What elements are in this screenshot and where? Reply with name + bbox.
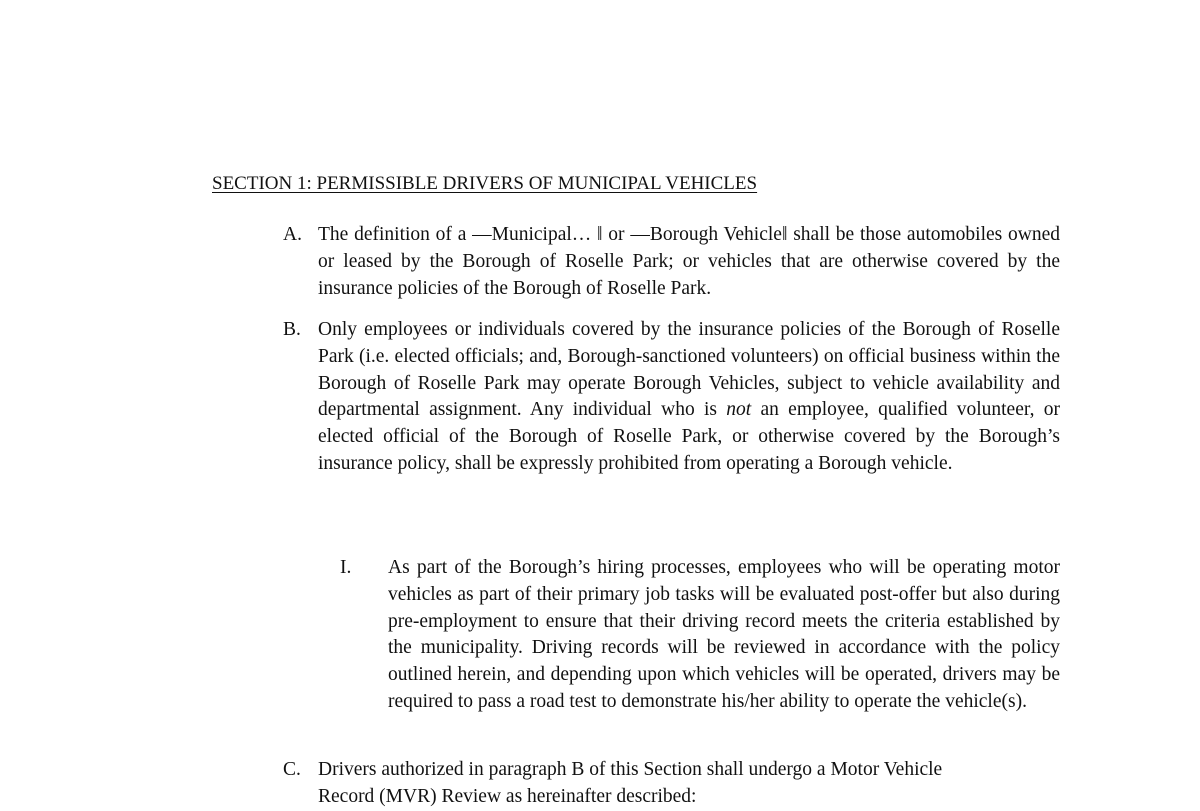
paragraph-c-line-1: Drivers authorized in paragraph B of this Section shall undergo a Motor Vehicle xyxy=(318,759,943,780)
paragraph-a-marker: A. xyxy=(283,224,302,245)
subparagraph-i-marker: I. xyxy=(340,557,352,578)
paragraph-b-marker: B. xyxy=(283,319,301,340)
paragraph-b-emphasis: not xyxy=(726,399,752,421)
paragraph-a xyxy=(283,222,1060,302)
paragraph-c-text xyxy=(318,757,1038,811)
paragraph-c-marker: C. xyxy=(283,759,301,780)
subparagraph-i-text: As part of the Borough’s hiring processes, employees who will be operating motor vehicles as part of their primary job tasks will be evaluated post-offer but also during pre-employment to ensure that their driving record meets the criteria established by the municipality. Driving records will be reviewed in accordance with the policy outlined herein, and depending upon which vehicles will be operated, drivers may be required to pass a road test to demonstrate his/her ability to operate the vehicle(s). xyxy=(388,557,1060,712)
paragraph-c-line-2: Record (MVR) Review as hereinafter described: xyxy=(318,785,697,807)
paragraph-b-text-before: Only employees or individuals covered by the insurance policies of the Borough of Roselle Park (i.e. elected officials; and, Borough-sanctioned volunteers) on official business within the Borough of Roselle Park may operate Borough Vehicles, subject to vehicle availability and departmental assignment. Any individual who is xyxy=(318,319,1060,421)
paragraph-a-text: The definition of a ―Municipal… ‖ or ―Borough Vehicle‖ shall be those automobiles owned or leased by the Borough of Roselle Park; or vehicles that are otherwise covered by the insurance policies of the Borough of Roselle Park. xyxy=(318,224,1060,299)
paragraph-b-text-after: an employee, qualified volunteer, or elected official of the Borough of Roselle Park, or otherwise covered by the Borough’s insurance policy, shall be expressly prohibited from operating a Borough vehicle. xyxy=(318,399,1060,474)
paragraph-b xyxy=(283,317,1060,478)
paragraph-b-text xyxy=(318,317,1060,478)
section-heading: SECTION 1: PERMISSIBLE DRIVERS OF MUNICIPAL VEHICLES xyxy=(212,173,758,194)
paragraph-c xyxy=(283,757,1038,811)
subparagraph-i xyxy=(340,555,1060,716)
